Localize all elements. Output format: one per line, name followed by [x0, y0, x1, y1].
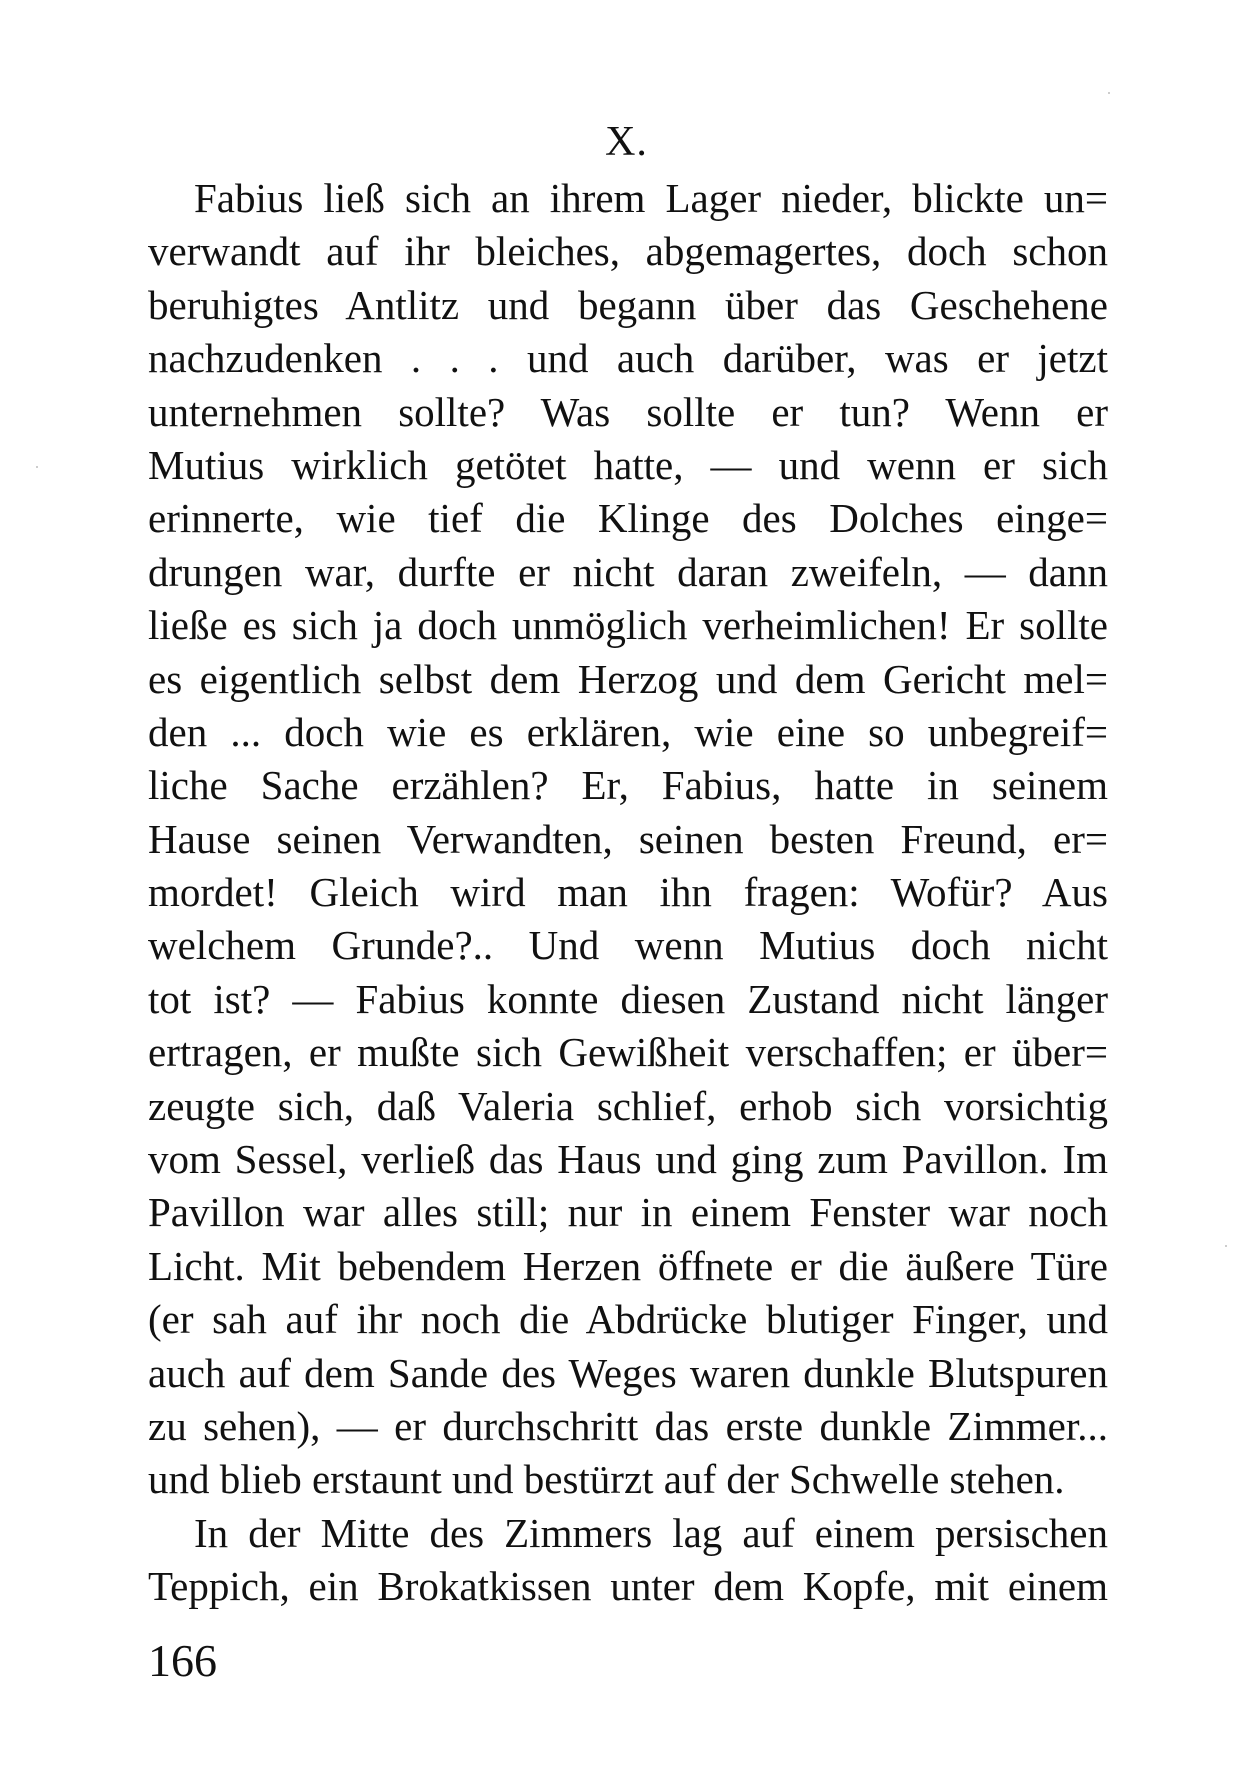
text-line: vom Sessel, verließ das Haus und ging zum Pavillon. Im	[148, 1136, 1108, 1183]
text-line: Licht. Mit bebendem Herzen öffnete er die äußere Türe	[148, 1242, 1108, 1289]
text-line: ließe es sich ja doch unmöglich verheimlichen! Er sollte	[148, 602, 1108, 649]
text-line: Fabius ließ sich an ihrem Lager nieder, blickte un=	[194, 175, 1108, 221]
text-line: Teppich, ein Brokatkissen unter dem Kopfe, mit einem	[148, 1563, 1108, 1610]
text-line: In der Mitte des Zimmers lag auf einem persischen	[194, 1509, 1108, 1556]
text-line: liche Sache erzählen? Er, Fabius, hatte in seinem	[148, 762, 1108, 809]
text-line: verwandt auf ihr bleiches, abgemagertes, doch schon	[148, 228, 1108, 275]
text-line: auch auf dem Sande des Weges waren dunkle Blutspuren	[148, 1349, 1108, 1396]
text-line: den ... doch wie es erklären, wie eine so unbegreif=	[148, 708, 1108, 755]
text-line: nachzudenken . . . und auch darüber, was er jetzt	[148, 335, 1108, 382]
chapter-heading: X.	[605, 119, 648, 165]
text-line: (er sah auf ihr noch die Abdrücke blutiger Finger, und	[148, 1296, 1108, 1343]
text-line: ertragen, er mußte sich Gewißheit verschaffen; er über=	[148, 1029, 1108, 1076]
text-line: erinnerte, wie tief die Klinge des Dolches einge=	[148, 495, 1108, 542]
text-line: Mutius wirklich getötet hatte, — und wenn er sich	[148, 441, 1108, 488]
paper-speck	[1225, 1245, 1227, 1247]
text-line: Pavillon war alles still; nur in einem Fenster war noch	[148, 1189, 1108, 1236]
text-line: und blieb erstaunt und bestürzt auf der Schwelle stehen.	[148, 1456, 1065, 1503]
text-line: Hause seinen Verwandten, seinen besten Freund, er=	[148, 815, 1108, 862]
text-line: mordet! Gleich wird man ihn fragen: Wofür? Aus	[148, 869, 1108, 916]
page-number: 166	[148, 1635, 217, 1686]
text-line: unternehmen sollte? Was sollte er tun? Wenn er	[148, 388, 1108, 435]
text-line: beruhigtes Antlitz und begann über das Geschehene	[148, 281, 1108, 328]
text-line: welchem Grunde?.. Und wenn Mutius doch nicht	[148, 922, 1108, 969]
paper-speck	[1108, 92, 1110, 94]
text-line: zu sehen), — er durchschritt das erste dunkle Zimmer...	[148, 1402, 1108, 1449]
text-line: drungen war, durfte er nicht daran zweifeln, — dann	[148, 548, 1108, 595]
paper-speck	[36, 466, 38, 468]
text-line: es eigentlich selbst dem Herzog und dem Gericht mel=	[148, 655, 1108, 702]
body-text	[148, 172, 1108, 1614]
text-line: tot ist? — Fabius konnte diesen Zustand nicht länger	[148, 975, 1108, 1022]
text-line: zeugte sich, daß Valeria schlief, erhob sich vorsichtig	[148, 1082, 1108, 1129]
